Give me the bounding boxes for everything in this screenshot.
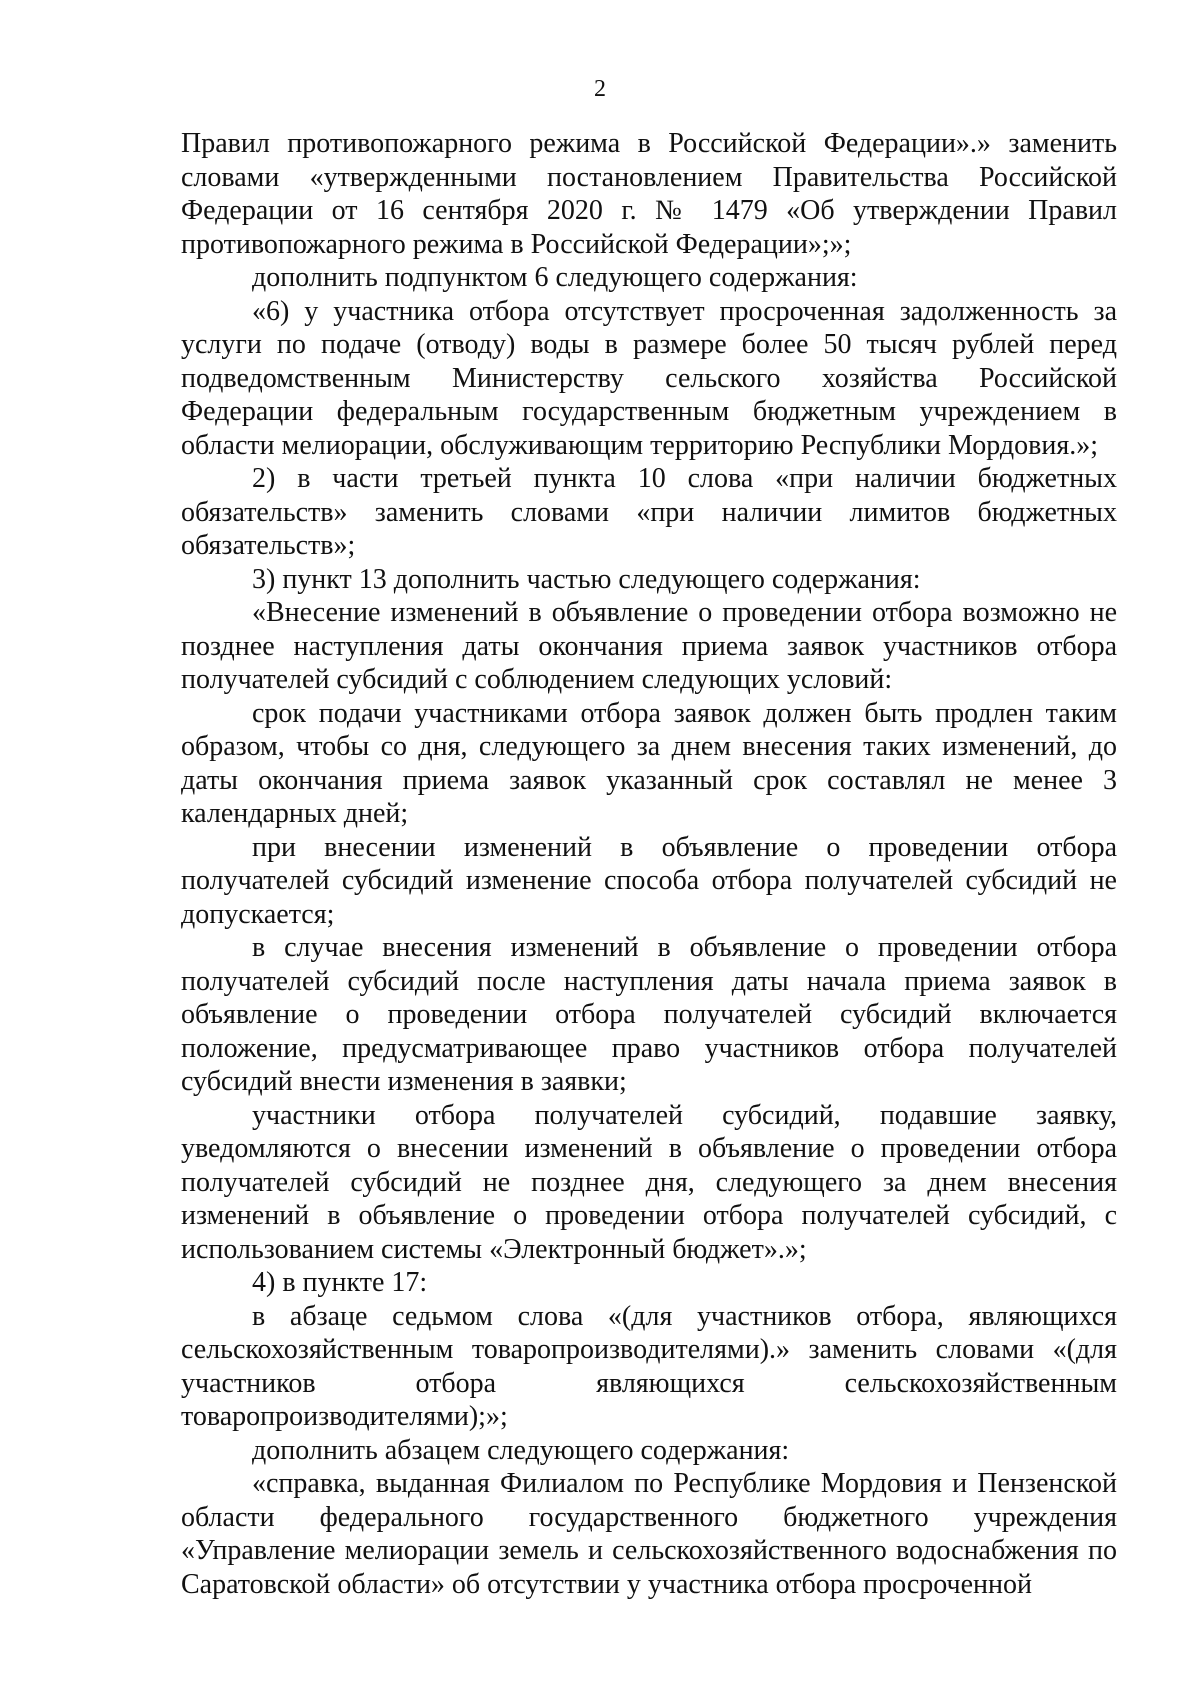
page-number: 2 [594, 76, 606, 102]
paragraph: «Внесение изменений в объявление о проведении отбора возможно не позднее наступления даты окончания приема заявок участников отбора получателей субсидий с соблюдением следующих условий: [181, 597, 1117, 695]
paragraph: Правил противопожарного режима в Российской Федерации».» заменить словами «утвержденными постановлением Правительства Российской Федерации от 16 сентября 2020 г. № 1479 «Об утверждении Правил противопожарного режима в Российской Федерации»;»; [181, 128, 1117, 260]
paragraph: 2) в части третьей пункта 10 слова «при наличии бюджетных обязательств» заменить словами «при наличии лимитов бюджетных обязательств»; [181, 463, 1117, 561]
document-body [181, 127, 1117, 1601]
paragraph: 4) в пункте 17: [252, 1267, 428, 1298]
paragraph: при внесении изменений в объявление о проведении отбора получателей субсидий изменение способа отбора получателей субсидий не допускается; [181, 831, 1117, 930]
paragraph: дополнить подпунктом 6 следующего содержания: [252, 262, 858, 293]
paragraph: «справка, выданная Филиалом по Республике Мордовия и Пензенской области федерального государственного бюджетного учреждения «Управление мелиорации земель и сельскохозяйственного водоснабжения по Саратовской области» об отсутствии у участника отбора просроченной [181, 1468, 1117, 1600]
paragraph: 3) пункт 13 дополнить частью следующего содержания: [252, 563, 921, 595]
paragraph: в случае внесения изменений в объявление о проведении отбора получателей субсидий после наступления даты начала приема заявок в объявление о проведении отбора получателей субсидий включается положение, предусматривающее право участников отбора получателей субсидий внести изменения в заявки; [181, 932, 1117, 1097]
paragraph: «6) у участника отбора отсутствует просроченная задолженность за услуги по подаче (отводу) воды в размере более 50 тысяч рублей перед подведомственным Министерству сельского хозяйства Российской Федерации федеральным государственным бюджетным учреждением в области мелиорации, обслуживающим территорию Республики Мордовия.»; [181, 295, 1117, 461]
paragraph: дополнить абзацем следующего содержания: [252, 1434, 790, 1466]
paragraph: срок подачи участниками отбора заявок должен быть продлен таким образом, чтобы со дня, следующего за днем внесения таких изменений, до даты окончания приема заявок указанный срок составлял не менее 3 календарных дней; [181, 697, 1117, 829]
paragraph: в абзаце седьмом слова «(для участников отбора, являющихся сельскохозяйственным товаропроизводителями).» заменить словами «(для участников отбора являющихся сельскохозяйственным товаропроизводителями);»; [181, 1300, 1117, 1432]
paragraph: участники отбора получателей субсидий, подавшие заявку, уведомляются о внесении изменений в объявление о проведении отбора получателей субсидий не позднее дня, следующего за днем внесения изменений в объявление о проведении отбора получателей субсидий, с использованием системы «Электронный бюджет».»; [181, 1099, 1117, 1265]
